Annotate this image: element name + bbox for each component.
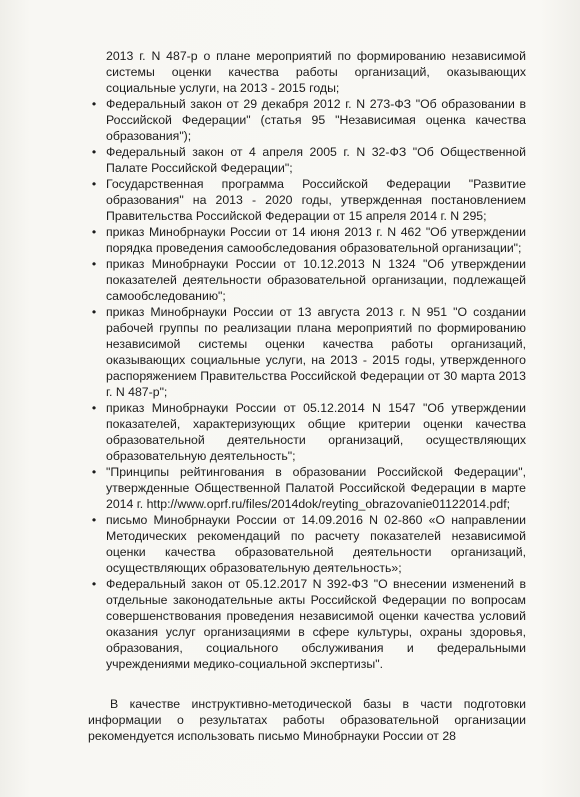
- list-item-text: приказ Минобрнауки России от 13 августа 2013 г. N 951 "О создании рабочей группы по реализации плана мероприятий по формированию независимой системы оценки качества работы организаций, оказывающих социальные услуги, на 2013 - 2015 годы, утвержденного распоряжением Правительства Российской Федерации от 30 марта 2013 г. N 487-р";: [106, 305, 526, 399]
- list-item: [88, 256, 526, 304]
- list-item-text: Федеральный закон от 4 апреля 2005 г. N 32-ФЗ "Об Общественной Палате Российской Федерации";: [106, 145, 526, 175]
- list-item: [88, 304, 526, 400]
- list-item-text: Государственная программа Российской Федерации "Развитие образования" на 2013 - 2020 годы, утвержденная постановлением Правительства Российской Федерации от 15 апреля 2014 г. N 295;: [106, 177, 526, 223]
- list-item: [88, 96, 526, 144]
- bullet-icon: •: [91, 177, 97, 191]
- list-item-text: "Принципы рейтингования в образовании Российской Федерации", утвержденные Общественной Палатой Российской Федерации в марте 2014 г. http://www.oprf.ru/files/2014dok/reyting_obrazovanie01122014.pdf;: [106, 465, 526, 511]
- list-item: [88, 464, 526, 512]
- bullet-icon: •: [91, 145, 97, 159]
- list-item-text: Федеральный закон от 05.12.2017 N 392-ФЗ "О внесении изменений в отдельные законодательные акты Российской Федерации по вопросам совершенствования проведения независимой оценки качества условий оказания услуг организациями в сфере культуры, охраны здоровья, образования, социального обслуживания и федеральными учреждениями медико-социальной экспертизы".: [106, 577, 526, 671]
- bullet-icon: •: [91, 97, 97, 111]
- bullet-icon: •: [91, 513, 97, 527]
- document-body: [88, 48, 526, 744]
- list-item-text: приказ Минобрнауки России от 05.12.2014 N 1547 "Об утверждении показателей, характеризующих общие критерии оценки качества образовательной деятельности организаций, осуществляющих образовательную деятельность";: [106, 401, 526, 463]
- list-item-text: письмо Минобрнауки России от 14.09.2016 N 02-860 «О направлении Методических рекомендаций по расчету показателей независимой оценки качества образовательной деятельности организаций, осуществляющих образовательную деятельность»;: [106, 513, 526, 575]
- list-item: [88, 144, 526, 176]
- list-item-text: Федеральный закон от 29 декабря 2012 г. N 273-ФЗ "Об образовании в Российской Федерации" (статья 95 "Независимая оценка качества образования");: [106, 97, 526, 143]
- list-item: [88, 224, 526, 256]
- list-item: [88, 576, 526, 672]
- list-item: [88, 512, 526, 576]
- closing-paragraph: В качестве инструктивно-методической базы в части подготовки информации о результатах работы образовательной организации рекомендуется использовать письмо Минобрнауки России от 28: [88, 697, 526, 743]
- list-item: [88, 176, 526, 224]
- list-item: [88, 400, 526, 464]
- bullet-icon: •: [91, 465, 97, 479]
- list-item-text: приказ Минобрнауки России от 10.12.2013 N 1324 "Об утверждении показателей деятельности образовательной организации, подлежащей самообследованию";: [106, 257, 526, 303]
- bullet-icon: •: [91, 401, 97, 415]
- bullet-icon: •: [91, 225, 97, 239]
- regulation-list: [88, 96, 526, 672]
- intro-text: 2013 г. N 487-р о плане мероприятий по формированию независимой системы оценки качества работы организаций, оказывающих социальные услуги, на 2013 - 2015 годы;: [106, 49, 526, 95]
- bullet-icon: •: [91, 257, 97, 271]
- bullet-icon: •: [91, 305, 97, 319]
- bullet-icon: •: [91, 577, 97, 591]
- list-item-text: приказ Минобрнауки России от 14 июня 2013 г. N 462 "Об утверждении порядка проведения самообследования образовательной организации";: [106, 225, 526, 255]
